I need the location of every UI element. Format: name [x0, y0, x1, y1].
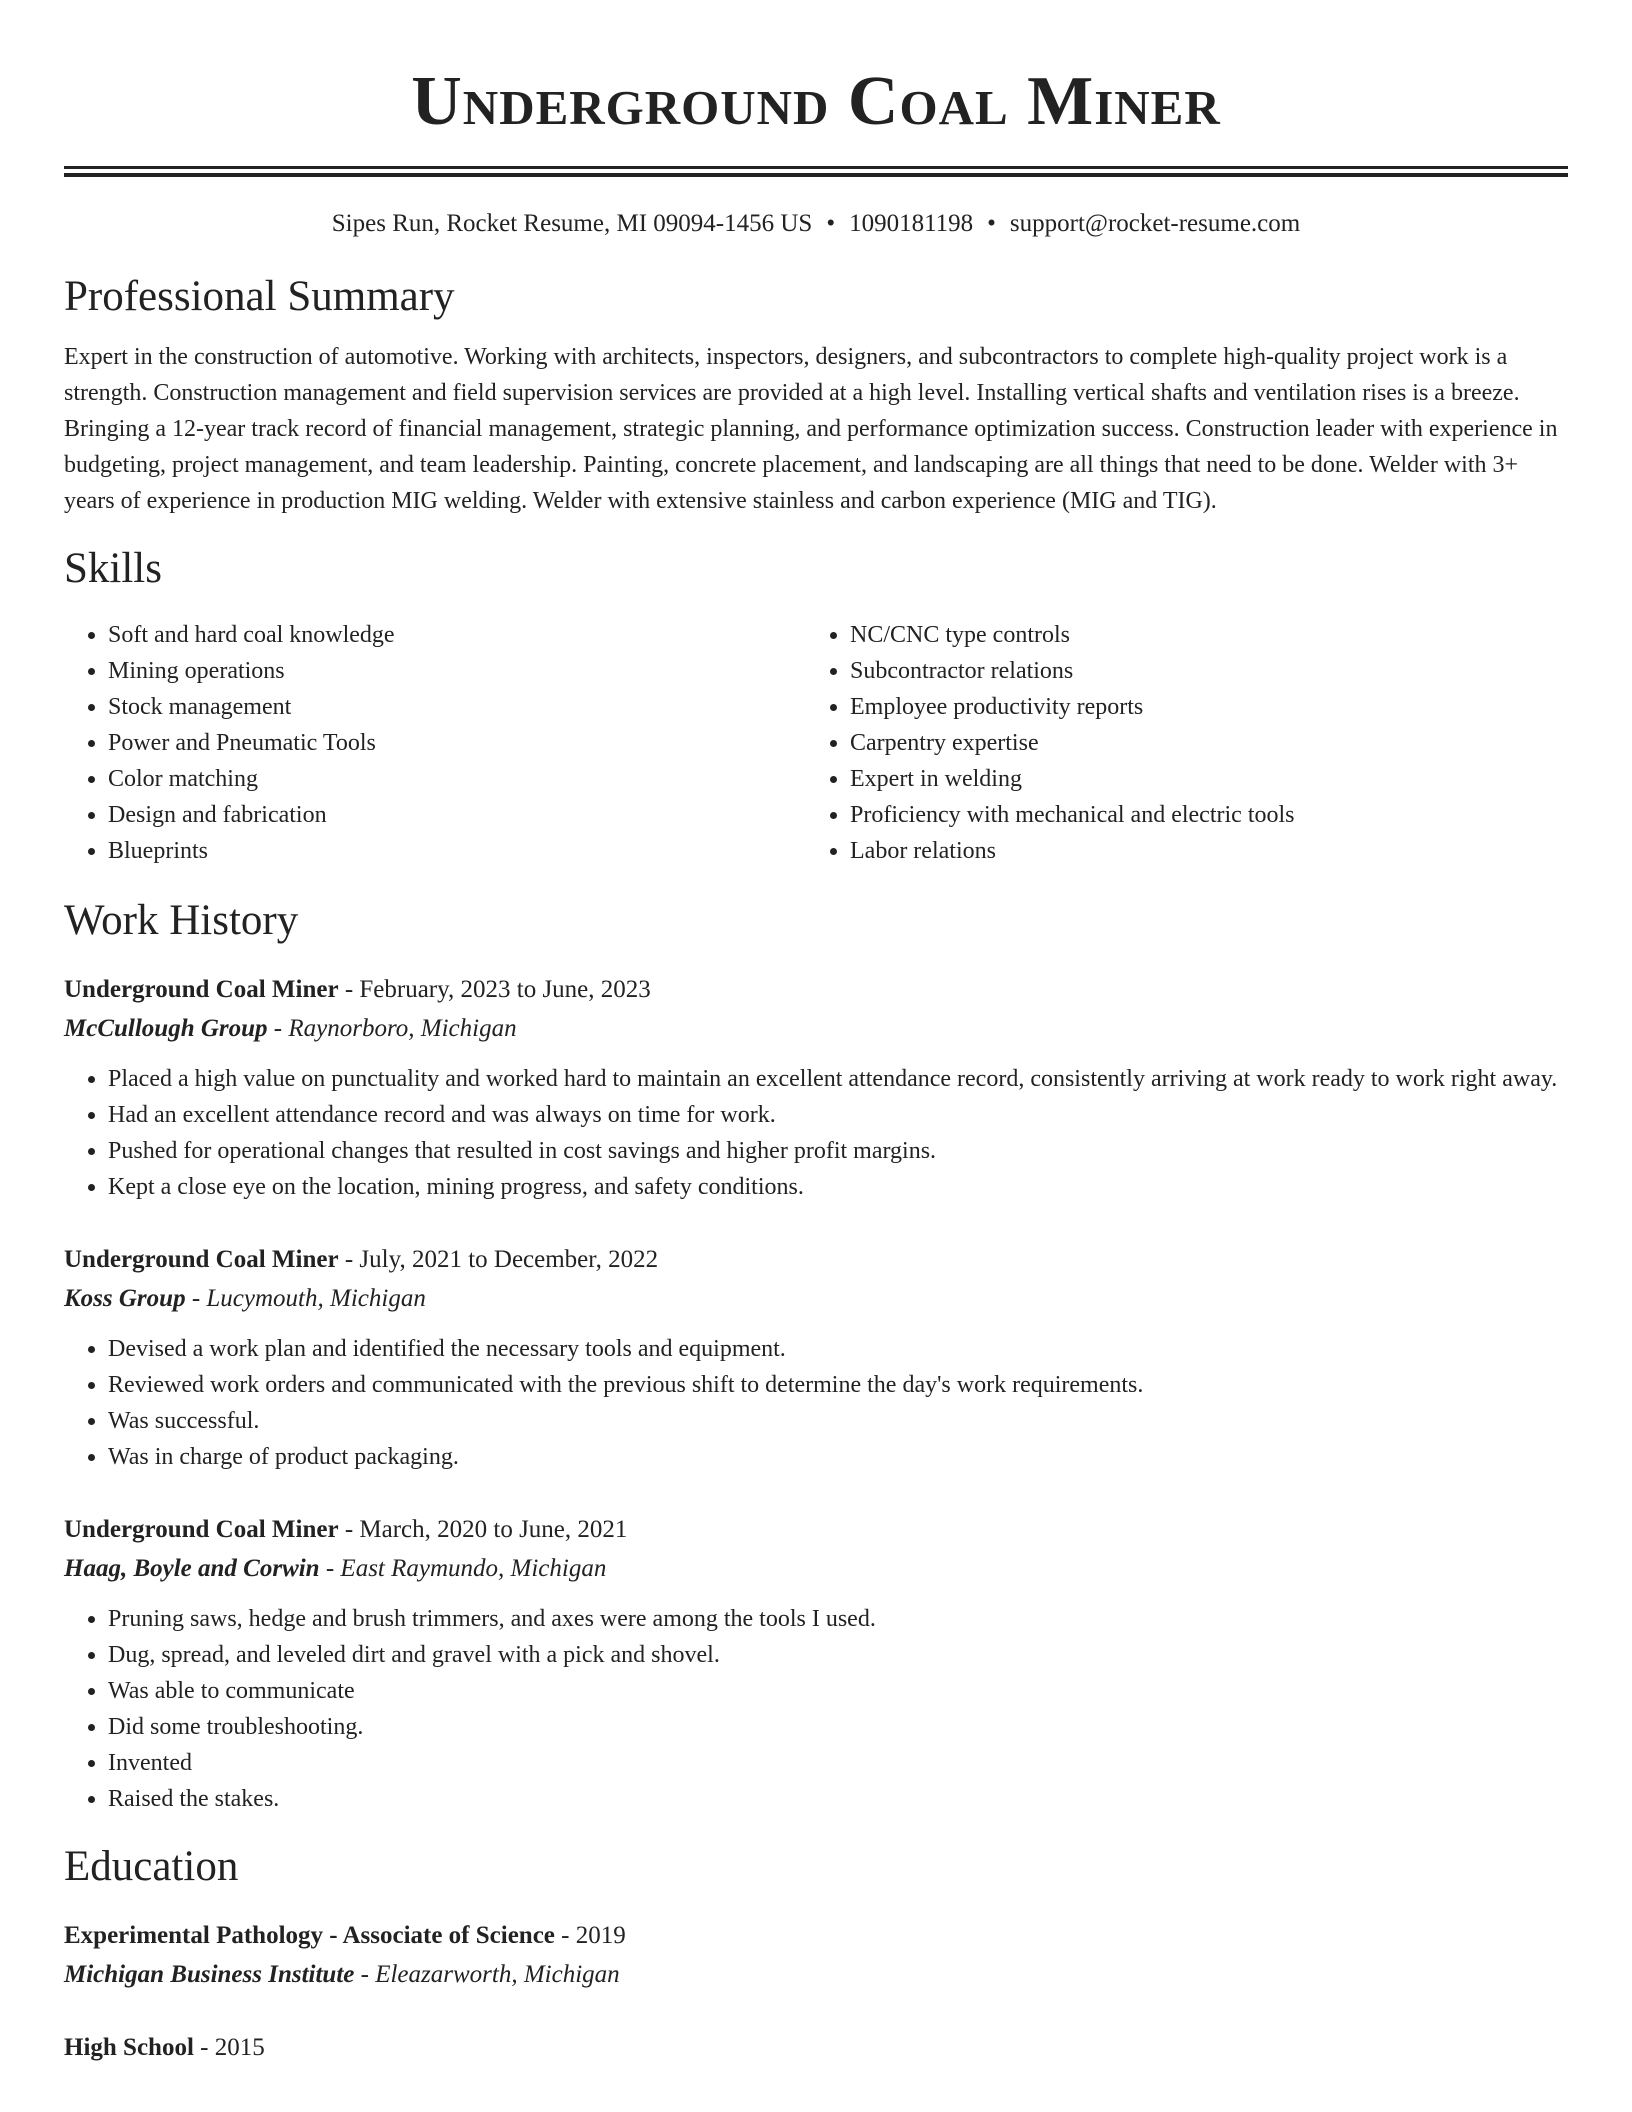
education-heading: Education — [64, 1843, 239, 1890]
skill-item: • Design and fabrication — [108, 797, 806, 833]
education-school: Michigan Business Institute — [64, 1961, 355, 1988]
job-title: Underground Coal Miner — [64, 1246, 339, 1273]
skill-item: • Labor relations — [850, 833, 1548, 869]
summary-text: Expert in the construction of automotive. Working with architects, inspectors, designers, and subcontractors to complete high-quality project work is a strength. Construction management and field supervision services are provided at a high level. Installing vertical shafts and ventilation rises is a breeze. Bringing a 12-year track record of financial management, strategic planning, and performance optimization success. Construction leader with experience in budgeting, project management, and team leadership. Painting, concrete placement, and landscaping are all things that need to be done. Welder with 3+ years of experience in production MIG welding. Welder with extensive stainless and carbon experience (MIG and TIG). — [64, 344, 1558, 514]
skill-item: • Expert in welding — [850, 761, 1548, 797]
job-company: Haag, Boyle and Corwin — [64, 1555, 320, 1582]
job-bullet: • Pruning saws, hedge and brush trimmers, and axes were among the tools I used. — [108, 1601, 1568, 1637]
job-dates: - March, 2020 to June, 2021 — [338, 1516, 628, 1543]
job-bullet: • Kept a close eye on the location, mining progress, and safety conditions. — [108, 1169, 1568, 1205]
job-title-line — [64, 1241, 1568, 1279]
job-entry — [64, 1241, 1568, 1475]
job-bullet: • Did some troubleshooting. — [108, 1709, 1568, 1745]
skill-item: • Employee productivity reports — [850, 689, 1548, 725]
education-degree: High School — [64, 2034, 194, 2061]
job-bullet: • Invented — [108, 1745, 1568, 1781]
job-company-line — [64, 1009, 1568, 1049]
education-year: - 2019 — [554, 1922, 626, 1949]
job-bullet: • Had an excellent attendance record and was always on time for work. — [108, 1097, 1568, 1133]
education-degree-line — [64, 1917, 1568, 1955]
job-title: Underground Coal Miner — [64, 1516, 339, 1543]
skill-item: • Color matching — [108, 761, 806, 797]
job-location: - Raynorboro, Michigan — [267, 1015, 517, 1042]
job-dates: - July, 2021 to December, 2022 — [338, 1246, 659, 1273]
education-school-line — [64, 1955, 1568, 1995]
skills-heading: Skills — [64, 545, 162, 592]
job-bullet: • Was successful. — [108, 1403, 1568, 1439]
header-divider — [64, 166, 1568, 177]
education-entry — [64, 1917, 1568, 1995]
work-history-heading: Work History — [64, 897, 299, 944]
contact-email[interactable]: support@rocket-resume.com — [1009, 210, 1301, 237]
contact-separator: • — [987, 210, 996, 237]
skills-list-left — [64, 617, 806, 869]
job-title-line — [64, 1511, 1568, 1549]
resume-name: Underground Coal Miner — [411, 63, 1221, 140]
summary-heading: Professional Summary — [64, 273, 455, 320]
skill-item: • Mining operations — [108, 653, 806, 689]
education-degree-line — [64, 2029, 1568, 2067]
job-company: Koss Group — [64, 1285, 186, 1312]
education-year: - 2015 — [193, 2034, 265, 2061]
job-location: - East Raymundo, Michigan — [319, 1555, 607, 1582]
job-bullets — [64, 1331, 1568, 1475]
skill-item: • NC/CNC type controls — [850, 617, 1548, 653]
skill-item: • Soft and hard coal knowledge — [108, 617, 806, 653]
skills-list-right — [806, 617, 1548, 869]
job-bullet: • Placed a high value on punctuality and worked hard to maintain an excellent attendance record, consistently arriving at work ready to work right away. — [108, 1061, 1568, 1097]
job-entry — [64, 1511, 1568, 1817]
job-bullet: • Devised a work plan and identified the necessary tools and equipment. — [108, 1331, 1568, 1367]
education-location: - Eleazarworth, Michigan — [354, 1961, 620, 1988]
job-bullet: • Dug, spread, and leveled dirt and gravel with a pick and shovel. — [108, 1637, 1568, 1673]
contact-line — [64, 207, 1568, 241]
education-degree: Experimental Pathology - Associate of Science — [64, 1922, 555, 1949]
skill-item: • Blueprints — [108, 833, 806, 869]
job-dates: - February, 2023 to June, 2023 — [338, 976, 651, 1003]
job-location: - Lucymouth, Michigan — [185, 1285, 426, 1312]
skill-item: • Subcontractor relations — [850, 653, 1548, 689]
education-entry — [64, 2029, 1568, 2067]
job-bullets — [64, 1061, 1568, 1205]
skill-item: • Power and Pneumatic Tools — [108, 725, 806, 761]
skills-columns — [64, 617, 1568, 869]
job-bullet: • Reviewed work orders and communicated with the previous shift to determine the day's work requirements. — [108, 1367, 1568, 1403]
job-entry — [64, 971, 1568, 1205]
job-company: McCullough Group — [64, 1015, 268, 1042]
job-title-line — [64, 971, 1568, 1009]
job-bullet: • Was able to communicate — [108, 1673, 1568, 1709]
job-company-line — [64, 1279, 1568, 1319]
job-title: Underground Coal Miner — [64, 976, 339, 1003]
job-bullet: • Pushed for operational changes that resulted in cost savings and higher profit margins. — [108, 1133, 1568, 1169]
contact-address: Sipes Run, Rocket Resume, MI 09094-1456 US — [331, 210, 813, 237]
job-bullets — [64, 1601, 1568, 1817]
contact-separator: • — [826, 210, 836, 237]
skill-item: • Proficiency with mechanical and electric tools — [850, 797, 1548, 833]
skill-item: • Stock management — [108, 689, 806, 725]
contact-phone: 1090181198 — [849, 210, 974, 237]
job-company-line — [64, 1549, 1568, 1589]
job-bullet: • Was in charge of product packaging. — [108, 1439, 1568, 1475]
job-bullet: • Raised the stakes. — [108, 1781, 1568, 1817]
skill-item: • Carpentry expertise — [850, 725, 1548, 761]
